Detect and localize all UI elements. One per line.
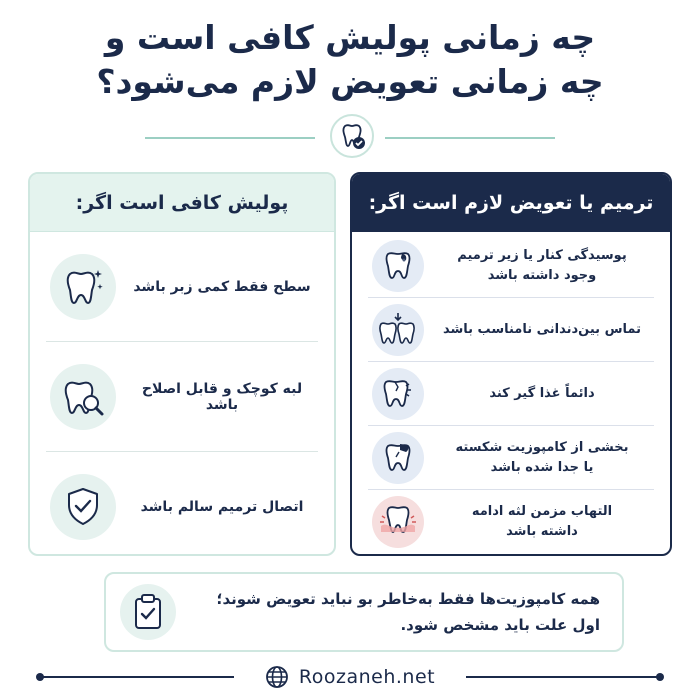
polish-panel-heading: پولیش کافی است اگر: [30, 174, 334, 232]
inflamed-gum-tooth-icon [372, 496, 424, 548]
title-line-1: چه زمانی پولیش کافی است و [104, 18, 596, 57]
list-item [368, 362, 654, 426]
title-line-2: چه زمانی تعویض لازم می‌شود؟ [96, 62, 604, 101]
sparkling-tooth-icon [50, 254, 116, 320]
divider-line-right [385, 137, 555, 139]
title-divider [145, 120, 555, 156]
list-item [368, 426, 654, 490]
list-item [368, 490, 654, 554]
shield-check-icon [50, 474, 116, 540]
page-title [0, 16, 700, 104]
replacement-panel-heading: ترمیم یا تعویض لازم است اگر: [352, 174, 670, 232]
footer [36, 660, 664, 694]
list-item [368, 298, 654, 362]
list-item-text: سطح فقط کمی زبر باشد [133, 278, 311, 295]
list-item [46, 232, 318, 342]
tooth-check-badge-icon [330, 114, 374, 158]
list-item-text: دائماً غذا گیر کند [489, 385, 595, 401]
note-text: همه کامپوزیت‌ها فقط به‌خاطر بو نباید تعویض شوند؛ اول علت باید مشخص شود. [216, 590, 600, 634]
teeth-contact-icon [372, 304, 424, 356]
website-link[interactable] [248, 660, 452, 694]
website-url[interactable]: Roozaneh.net [298, 666, 436, 688]
globe-icon [265, 665, 289, 689]
list-item [46, 452, 318, 556]
list-item-text: لبه کوچک و قابل اصلاح باشد [141, 380, 303, 413]
list-item-text: تماس بین‌دندانی نامناسب باشد [442, 321, 642, 337]
replacement-needed-panel [350, 172, 672, 556]
food-trap-tooth-icon [372, 368, 424, 420]
divider-line-left [145, 137, 315, 139]
polish-sufficient-panel [28, 172, 336, 556]
conclusion-note [104, 572, 624, 652]
decayed-tooth-icon [372, 240, 424, 292]
footer-line-left [42, 676, 234, 678]
list-item-text: پوسیدگی کنار یا زیر ترمیم وجود داشته باشد [457, 247, 627, 283]
list-item-text: بخشی از کامپوزیت شکسته یا جدا شده باشد [455, 439, 629, 475]
broken-tooth-icon [372, 432, 424, 484]
list-item [368, 234, 654, 298]
footer-dot-right [656, 673, 664, 681]
list-item-text: اتصال ترمیم سالم باشد [140, 499, 304, 515]
clipboard-check-icon [120, 584, 176, 640]
list-item-text: التهاب مزمن لثه ادامه داشته باشد [471, 504, 613, 539]
tooth-magnifier-icon [50, 364, 116, 430]
list-item [46, 342, 318, 452]
footer-line-right [466, 676, 658, 678]
